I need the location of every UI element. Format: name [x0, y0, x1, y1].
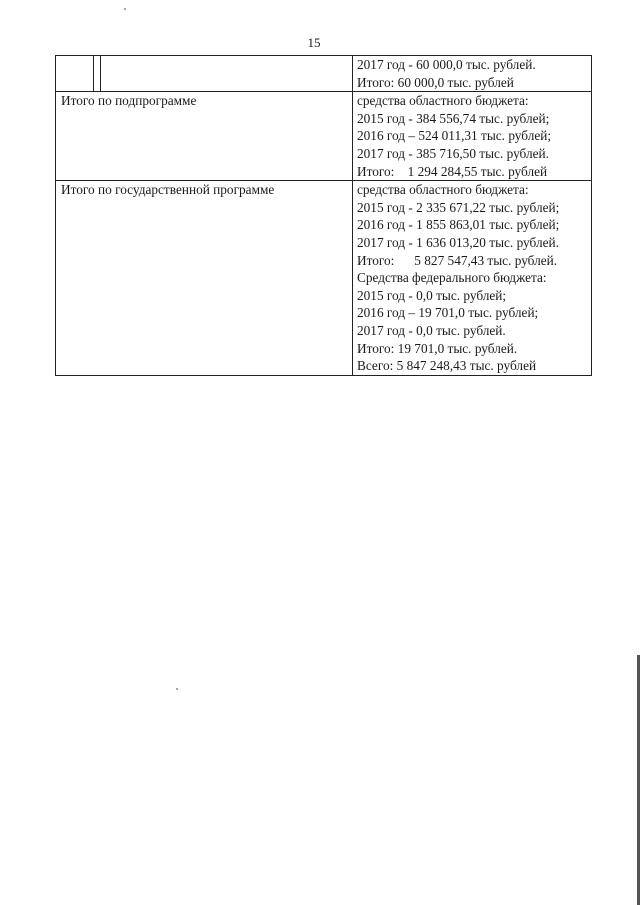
table-cell-label	[56, 56, 353, 92]
table-row-continuation	[56, 56, 592, 92]
amount-line: 2015 год - 2 335 671,22 тыс. рублей;	[357, 199, 560, 215]
scan-speck	[124, 8, 126, 10]
scan-speck	[176, 688, 178, 690]
amount-line: 2016 год – 524 011,31 тыс. рублей;	[357, 128, 552, 144]
row-label: Итого по государственной программе	[61, 182, 275, 198]
amount-line: 2015 год - 0,0 тыс. рублей;	[357, 287, 507, 303]
amount-line: средства областного бюджета:	[357, 93, 529, 109]
amount-line: 2016 год - 1 855 863,01 тыс. рублей;	[357, 217, 560, 233]
table-row-program-total	[56, 181, 592, 376]
amount-line: 2017 год - 0,0 тыс. рублей.	[357, 322, 506, 338]
budget-table	[55, 55, 592, 376]
table-cell-amounts	[353, 181, 592, 376]
amount-line: 2017 год - 60 000,0 тыс. рублей.	[357, 57, 536, 72]
table-cell-label	[56, 92, 353, 181]
amount-line: Итого: 19 701,0 тыс. рублей.	[357, 340, 518, 356]
amount-line: Средства федерального бюджета:	[357, 270, 547, 286]
row-label: Итого по подпрограмме	[61, 93, 197, 109]
amount-line: 2016 год – 19 701,0 тыс. рублей;	[357, 305, 539, 321]
amount-line: средства областного бюджета:	[357, 182, 529, 198]
amount-line: 2017 год - 1 636 013,20 тыс. рублей.	[357, 234, 559, 250]
page-number: 15	[307, 35, 321, 50]
table-cell-amounts	[353, 92, 592, 181]
table-row-subprogram-total	[56, 92, 592, 181]
amount-line: 2015 год - 384 556,74 тыс. рублей;	[357, 110, 550, 126]
amount-line: Итого: 60 000,0 тыс. рублей	[357, 74, 514, 90]
table-cell-label	[56, 181, 353, 376]
split-columns	[56, 56, 352, 91]
amount-line: Итого: 5 827 547,43 тыс. рублей.	[357, 252, 558, 268]
amount-line: Итого: 1 294 284,55 тыс. рублей	[357, 163, 548, 179]
column-divider	[90, 56, 101, 91]
table-cell-amounts	[353, 56, 592, 92]
amount-line: 2017 год - 385 716,50 тыс. рублей.	[357, 145, 549, 161]
amount-line: Всего: 5 847 248,43 тыс. рублей	[357, 358, 537, 374]
